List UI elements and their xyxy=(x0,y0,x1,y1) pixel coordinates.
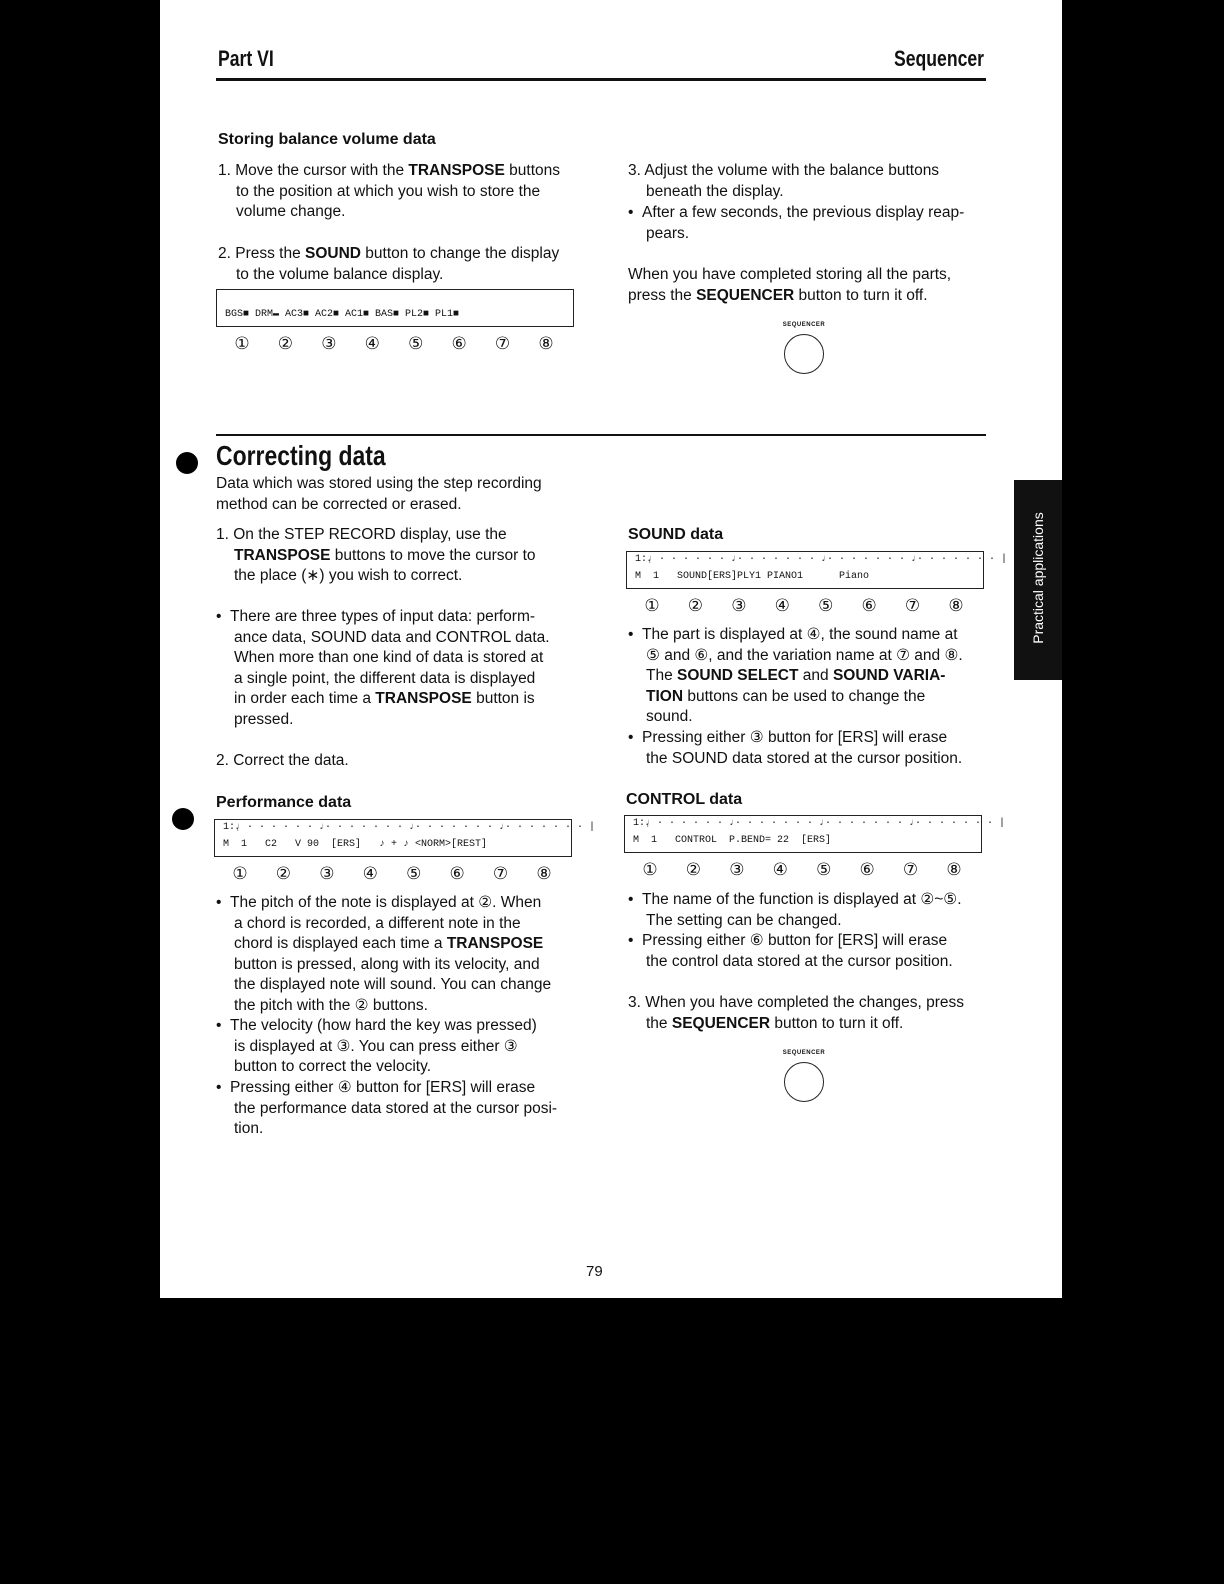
balance-button-numbers xyxy=(226,334,562,354)
control-display-row-2: M 1 CONTROL P.BEND= 22 [ERS] xyxy=(633,835,832,846)
control-display-row-1: 1:♩̣ · · · · · · ♩· · · · · · · ♩· · · · · · · ♩· · · · · · · | xyxy=(633,818,1006,829)
button-number-6: ⑥ xyxy=(451,334,467,353)
correct-step-1: 1. On the STEP RECORD display, use the TRANSPOSE buttons to move the cursor to the place (∗) you wish to correct. xyxy=(216,526,536,584)
step-1-text: 1. Move the cursor with the TRANSPOSE buttons to the position at which you wish to store the volume change. xyxy=(218,162,561,220)
button-number-4: ④ xyxy=(772,860,788,879)
correct-step-2: 2. Correct the data. xyxy=(216,752,349,769)
intro-text: Data which was stored using the step recording method can be corrected or erased. xyxy=(216,475,542,513)
completed-text: When you have completed storing all the parts, press the SEQUENCER button to turn it off. xyxy=(628,266,952,304)
subheading-control: CONTROL data xyxy=(626,791,743,808)
page-number: 79 xyxy=(586,1263,603,1280)
performance-button-numbers xyxy=(224,864,560,884)
control-display xyxy=(624,815,1006,853)
control-bullet-function: • The name of the function is displayed at ②~⑤. The setting can be changed. xyxy=(628,891,962,929)
header-part: Part VI xyxy=(218,46,274,71)
control-button-numbers xyxy=(634,860,970,880)
button-number-3: ③ xyxy=(729,860,745,879)
control-bullet-erase: • Pressing either ⑥ button for [ERS] will erase the control data stored at the cursor position. xyxy=(628,932,953,970)
correct-step-3: 3. When you have completed the changes, press the SEQUENCER button to turn it off. xyxy=(628,994,965,1032)
performance-display xyxy=(214,819,596,857)
subheading-storing: Storing balance volume data xyxy=(218,131,436,148)
button-number-1: ① xyxy=(642,860,658,879)
button-number-3: ③ xyxy=(731,596,747,615)
side-tab xyxy=(1014,480,1062,680)
balance-display-row: BGS■ DRM▬ AC3■ AC2■ AC1■ BAS■ PL2■ PL1■ xyxy=(225,309,460,320)
perf-bullet-pitch: • The pitch of the note is displayed at ②. When a chord is recorded, a different note in the chord is displayed each time a TRANSPOSE button is pressed, along with its velocity, and the displayed note will sound. You can change the pitch with the ② buttons. xyxy=(216,894,552,1014)
button-number-8: ⑧ xyxy=(538,334,554,353)
performance-display-row-2: M 1 C2 V 90 [ERS] ♪ + ♪ <NORM>[REST] xyxy=(223,839,488,850)
subheading-sound: SOUND data xyxy=(628,526,724,543)
sound-bullet-erase: • Pressing either ③ button for [ERS] will erase the SOUND data stored at the cursor position. xyxy=(628,729,963,767)
button-number-7: ⑦ xyxy=(494,334,511,353)
sequencer-button-illustration-1 xyxy=(774,322,834,402)
sound-display-row-2: M 1 SOUND[ERS]PLY1 PIANO1 Piano xyxy=(635,571,870,582)
button-number-7: ⑦ xyxy=(902,860,919,879)
button-number-2: ② xyxy=(275,864,292,883)
side-bullet-dot xyxy=(172,808,194,830)
bullet-data-types: • There are three types of input data: perform- ance data, SOUND data and CONTROL data. When more than one kind of data is stored at a single point, the different data is displayed in order each time a TRANSPOSE button is pressed. xyxy=(216,608,550,728)
button-number-8: ⑧ xyxy=(948,596,964,615)
button-number-8: ⑧ xyxy=(946,860,962,879)
button-number-6: ⑥ xyxy=(859,860,875,879)
performance-display-row-1: 1:♩̣ · · · · · · ♩· · · · · · · ♩· · · · · · · ♩· · · · · · · | xyxy=(223,822,596,833)
button-number-1: ① xyxy=(234,334,250,353)
section-title-correcting: Correcting data xyxy=(216,440,386,471)
button-number-5: ⑤ xyxy=(406,864,422,883)
button-number-7: ⑦ xyxy=(492,864,509,883)
button-number-2: ② xyxy=(277,334,294,353)
button-number-5: ⑤ xyxy=(818,596,834,615)
sound-display xyxy=(626,551,1008,589)
step-2-text: 2. Press the SOUND button to change the display to the volume balance display. xyxy=(218,245,560,283)
header-rule xyxy=(216,78,986,81)
button-number-4: ④ xyxy=(774,596,790,615)
subheading-performance: Performance data xyxy=(216,794,352,811)
button-number-1: ① xyxy=(232,864,248,883)
sound-display-row-1: 1:♩̣ · · · · · · ♩· · · · · · · ♩· · · · · · · ♩· · · · · · · | xyxy=(635,554,1008,565)
sound-bullet-part: • The part is displayed at ④, the sound name at ⑤ and ⑥, and the variation name at ⑦ and ⑧. The SOUND SELECT and SOUND VARIA- TION buttons can be used to change the sound. xyxy=(628,626,963,725)
button-number-8: ⑧ xyxy=(536,864,552,883)
button-number-1: ① xyxy=(644,596,660,615)
button-number-2: ② xyxy=(687,596,704,615)
button-number-3: ③ xyxy=(321,334,337,353)
section-rule xyxy=(216,434,986,436)
section-bullet-dot xyxy=(176,452,198,474)
button-number-7: ⑦ xyxy=(904,596,921,615)
sequencer-label: SEQUENCER xyxy=(782,1050,826,1056)
header-title: Sequencer xyxy=(894,46,984,71)
sound-button-numbers xyxy=(636,596,972,616)
sequencer-button-illustration-2 xyxy=(774,1050,834,1130)
balance-display xyxy=(216,289,574,327)
sequencer-button-circle xyxy=(784,334,824,374)
button-number-4: ④ xyxy=(362,864,378,883)
button-number-4: ④ xyxy=(364,334,380,353)
perf-bullet-erase: • Pressing either ④ button for [ERS] will erase the performance data stored at the cursor posi- tion. xyxy=(216,1079,558,1137)
side-tab-label: Practical applications xyxy=(1030,512,1046,644)
button-number-2: ② xyxy=(685,860,702,879)
step-3-text: 3. Adjust the volume with the balance buttons beneath the display. xyxy=(628,162,940,200)
bullet-reappears: • After a few seconds, the previous display reap- pears. xyxy=(628,204,965,242)
sequencer-label: SEQUENCER xyxy=(782,322,826,328)
perf-bullet-velocity: • The velocity (how hard the key was pressed) is displayed at ③. You can press either ③ button to correct the velocity. xyxy=(216,1017,537,1075)
button-number-5: ⑤ xyxy=(816,860,832,879)
button-number-3: ③ xyxy=(319,864,335,883)
scan-border-left xyxy=(122,0,160,1584)
sequencer-button-circle xyxy=(784,1062,824,1102)
button-number-5: ⑤ xyxy=(408,334,424,353)
button-number-6: ⑥ xyxy=(449,864,465,883)
button-number-6: ⑥ xyxy=(861,596,877,615)
